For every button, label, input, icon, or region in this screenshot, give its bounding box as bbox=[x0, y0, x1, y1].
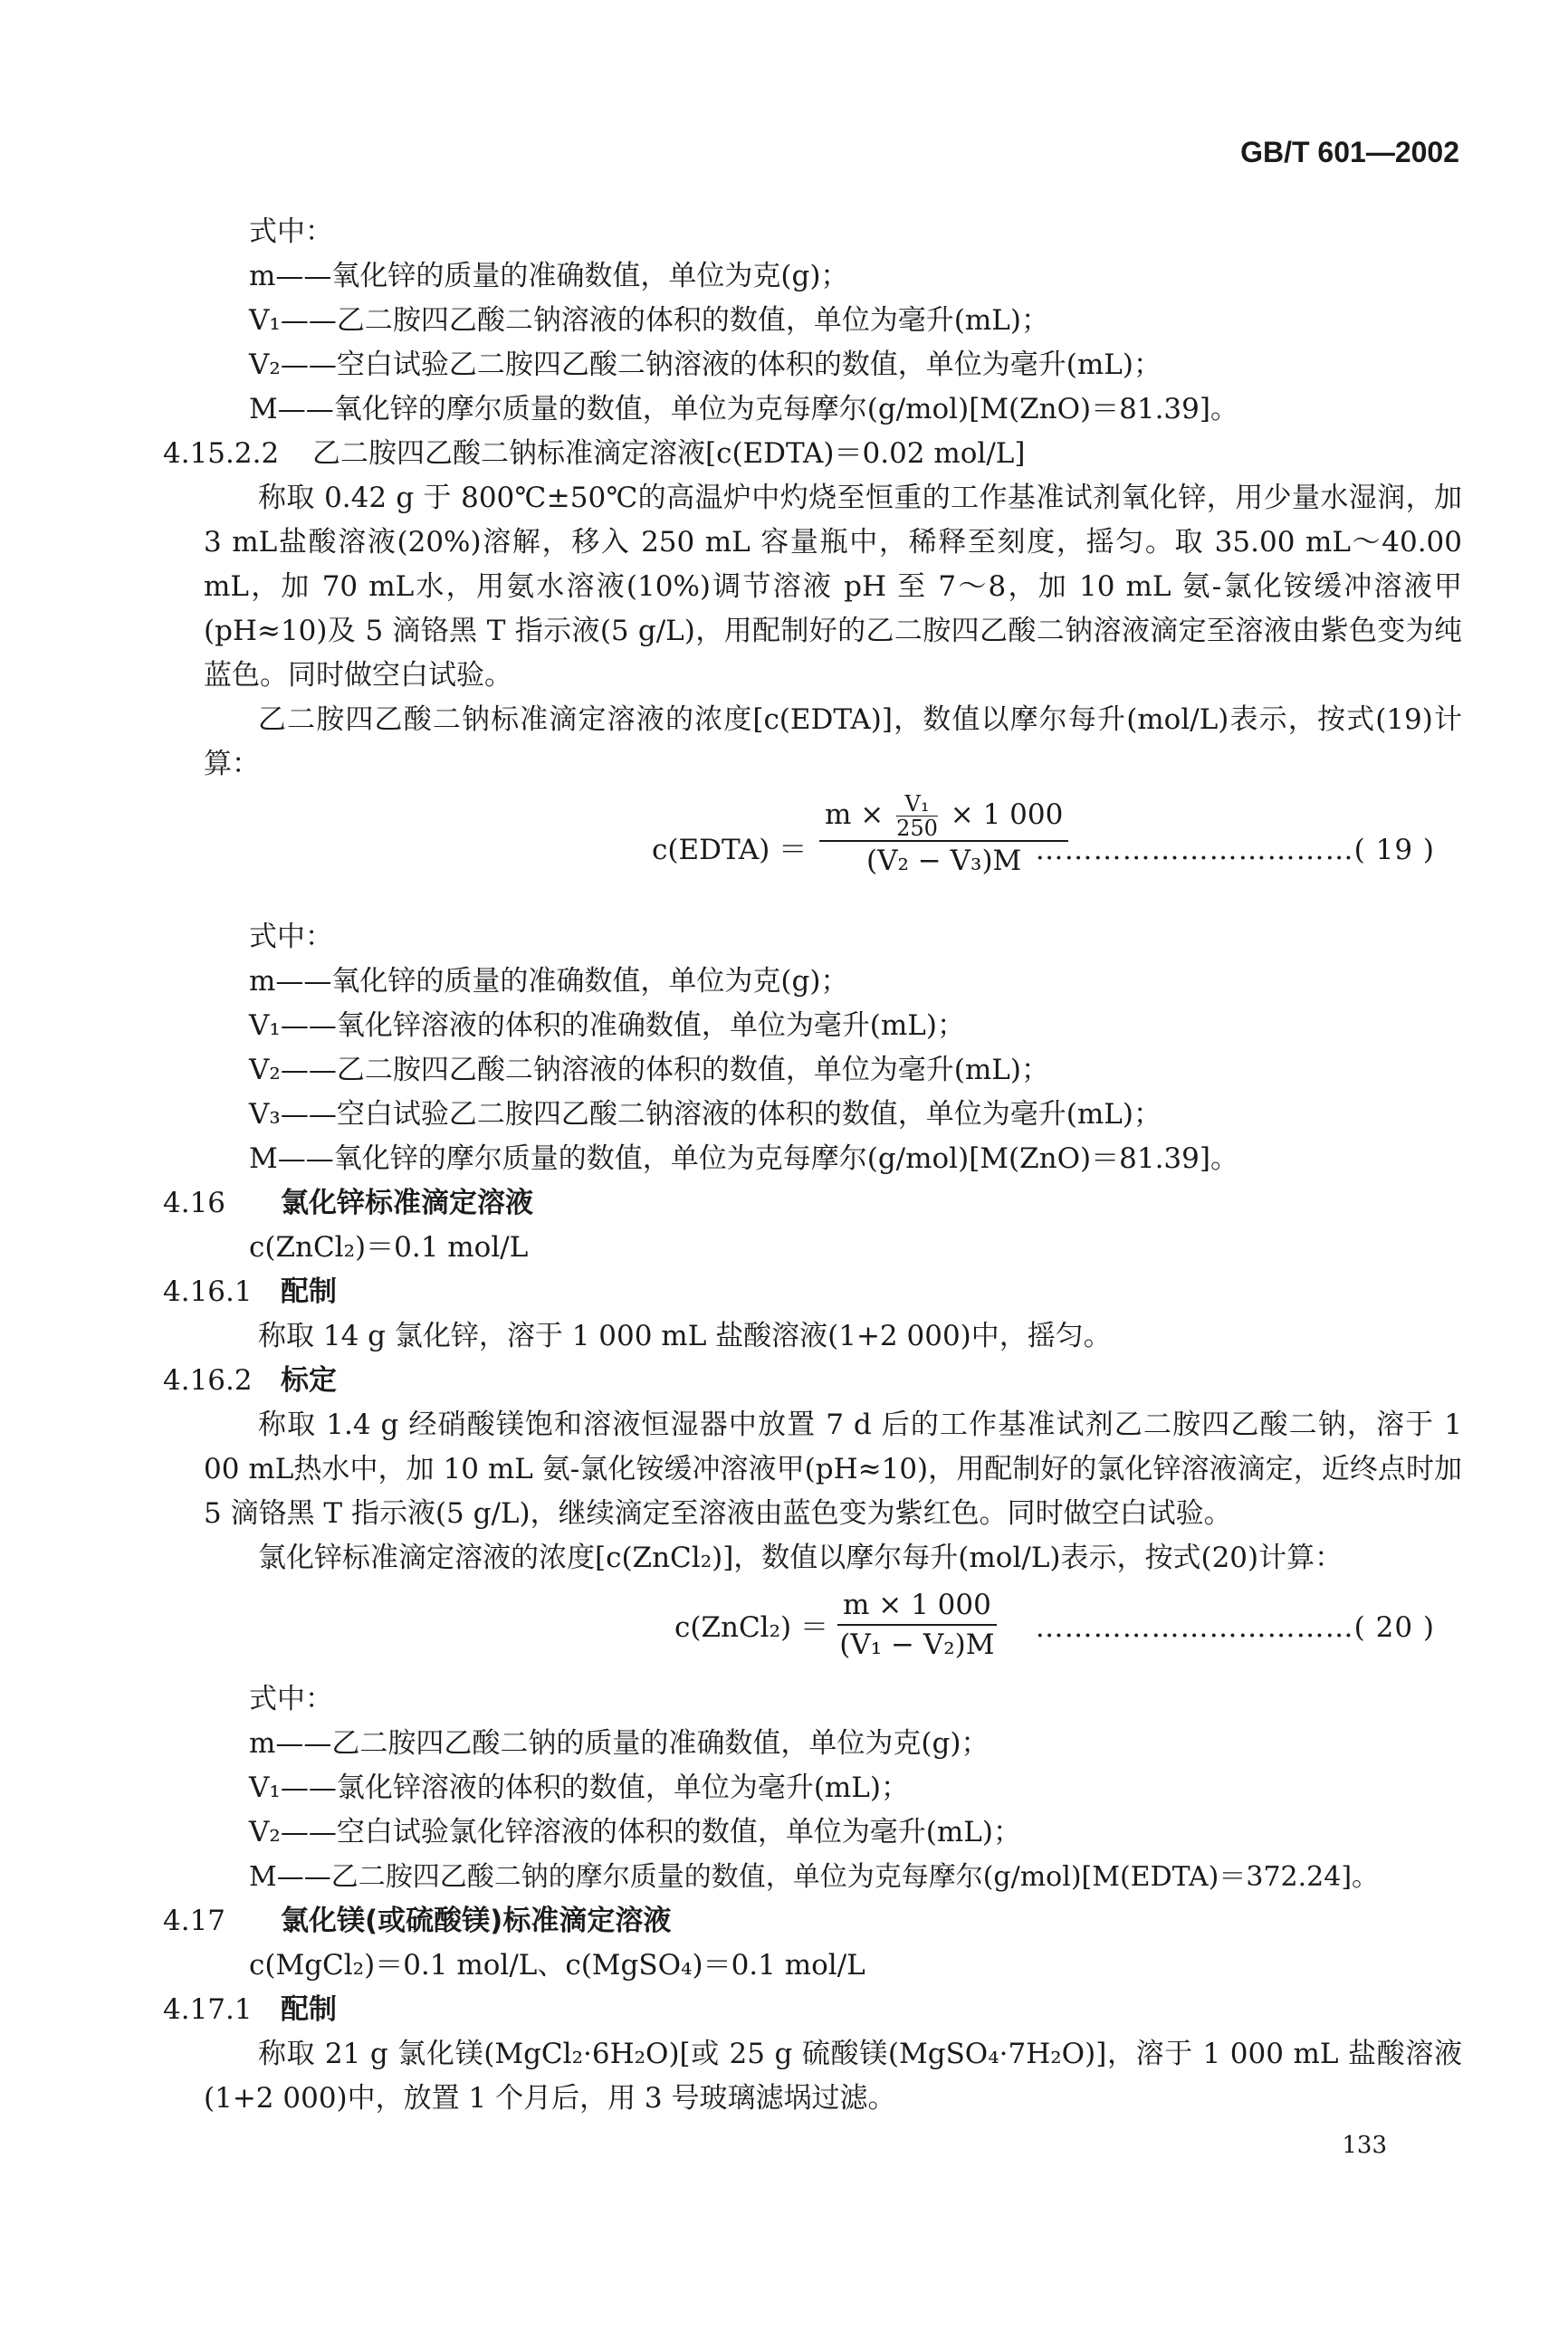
paragraph: 称取 1.4 g 经硝酸镁饱和溶液恒湿器中放置 7 d 后的工作基准试剂乙二胺四乙酸二钠，溶于 1 00 mL热水中，加 10 mL 氨-氯化铵缓冲溶液甲(pH≈10)，用配制好的氯化锌溶液滴定，近终点时加 5 滴铬黑 T 指示液(5 g/L)，继续滴定至溶液由蓝色变为紫红色。同时做空白试验。 bbox=[204, 1409, 1462, 1530]
fraction-denominator: (V₁ − V₂)M bbox=[839, 1628, 995, 1661]
equation-fraction bbox=[837, 1586, 997, 1664]
section-title: 配制 bbox=[281, 1275, 337, 1308]
section-number: 4.16.2 bbox=[163, 1364, 253, 1397]
fraction-denominator: (V₂ − V₃)M bbox=[866, 845, 1022, 877]
section-number: 4.15.2.2 bbox=[163, 437, 280, 470]
section-title: 氯化镁(或硫酸镁)标准滴定溶液 bbox=[281, 1905, 672, 1937]
section-number: 4.16.1 bbox=[163, 1275, 253, 1308]
section-heading-4-16-1 bbox=[163, 1270, 1462, 1314]
section-title: 标定 bbox=[281, 1364, 337, 1397]
section-heading-4-17 bbox=[163, 1899, 1462, 1944]
inner-denominator: 250 bbox=[896, 816, 938, 841]
section-heading-4-16 bbox=[163, 1181, 1462, 1226]
equation-19 bbox=[204, 792, 1462, 910]
equation-number: ……………………………( 20 ) bbox=[1035, 1611, 1435, 1644]
formula-where-label: 式中： bbox=[249, 921, 333, 953]
section-heading-4-17-1 bbox=[163, 1988, 1462, 2032]
variable-definition: V₁——氧化锌溶液的体积的准确数值，单位为毫升(mL)； bbox=[249, 1009, 965, 1042]
equation-lhs: c(EDTA) ＝ bbox=[652, 834, 808, 866]
inner-fraction bbox=[896, 792, 938, 840]
equation-20 bbox=[204, 1586, 1462, 1672]
section-title: 配制 bbox=[281, 1993, 337, 2026]
variable-definition: m——乙二胺四乙酸二钠的质量的准确数值，单位为克(g)； bbox=[249, 1727, 990, 1760]
paragraph: 乙二胺四乙酸二钠标准滴定溶液的浓度[c(EDTA)]，数值以摩尔每升(mol/L)表示，按式(19)计算： bbox=[204, 703, 1462, 780]
variable-definition: M——氧化锌的摩尔质量的数值，单位为克每摩尔(g/mol)[M(ZnO)＝81.39]。 bbox=[249, 393, 1238, 425]
section-heading-4-16-2 bbox=[163, 1359, 1462, 1403]
section-heading-4-15-2-2 bbox=[163, 432, 1462, 476]
equation-number: ……………………………( 19 ) bbox=[1035, 834, 1435, 866]
numerator-prefix: m × bbox=[825, 798, 884, 831]
paragraph: 氯化锌标准滴定溶液的浓度[c(ZnCl₂)]，数值以摩尔每升(mol/L)表示，按式(20)计算： bbox=[258, 1542, 1343, 1574]
variable-definition: V₁——氯化锌溶液的体积的数值，单位为毫升(mL)； bbox=[249, 1772, 909, 1804]
concentration-line: c(MgCl₂)＝0.1 mol/L、c(MgSO₄)＝0.1 mol/L bbox=[249, 1949, 865, 1982]
paragraph: 称取 14 g 氯化锌，溶于 1 000 mL 盐酸溶液(1+2 000)中，摇匀。 bbox=[258, 1320, 1112, 1352]
variable-definition: M——氧化锌的摩尔质量的数值，单位为克每摩尔(g/mol)[M(ZnO)＝81.39]。 bbox=[249, 1142, 1238, 1175]
page-number: 133 bbox=[1342, 2132, 1387, 2159]
section-title: 乙二胺四乙酸二钠标准滴定溶液[c(EDTA)＝0.02 mol/L] bbox=[312, 437, 1026, 470]
section-number: 4.17 bbox=[163, 1905, 226, 1937]
variable-definition: V₁——乙二胺四乙酸二钠溶液的体积的数值，单位为毫升(mL)； bbox=[249, 304, 1049, 337]
paragraph: 称取 0.42 g 于 800℃±50℃的高温炉中灼烧至恒重的工作基准试剂氧化锌，用少量水湿润，加 3 mL盐酸溶液(20%)溶解，移入 250 mL 容量瓶中，稀释至刻度，摇匀。取 35.00 mL～40.00 mL，加 70 mL水，用氨水溶液(10%)调节溶液 pH 至 7～8，加 10 mL 氨-氯化铵缓冲溶液甲(pH≈10)及 5 滴铬黑 T 指示液(5 g/L)，用配制好的乙二胺四乙酸二钠溶液滴定至溶液由紫色变为纯蓝色。同时做空白试验。 bbox=[204, 482, 1462, 692]
variable-definition: M——乙二胺四乙酸二钠的摩尔质量的数值，单位为克每摩尔(g/mol)[M(EDTA)＝372.24]。 bbox=[249, 1861, 1380, 1893]
section-number: 4.16 bbox=[163, 1187, 226, 1219]
variable-definition: m——氧化锌的质量的准确数值，单位为克(g)； bbox=[249, 965, 849, 998]
formula-where-label: 式中： bbox=[249, 215, 333, 248]
variable-definition: V₂——空白试验氯化锌溶液的体积的数值，单位为毫升(mL)； bbox=[249, 1816, 1021, 1848]
standard-code: GB/T 601—2002 bbox=[1240, 136, 1459, 168]
variable-definition: V₃——空白试验乙二胺四乙酸二钠溶液的体积的数值，单位为毫升(mL)； bbox=[249, 1098, 1162, 1131]
formula-where-label: 式中： bbox=[249, 1683, 333, 1715]
variable-definition: V₂——空白试验乙二胺四乙酸二钠溶液的体积的数值，单位为毫升(mL)； bbox=[249, 349, 1162, 381]
variable-definition: V₂——乙二胺四乙酸二钠溶液的体积的数值，单位为毫升(mL)； bbox=[249, 1054, 1049, 1086]
section-number: 4.17.1 bbox=[163, 1993, 253, 2026]
equation-fraction bbox=[819, 792, 1068, 880]
fraction-numerator: m × 1 000 bbox=[837, 1586, 997, 1626]
inner-numerator: V₁ bbox=[896, 792, 938, 817]
variable-definition: m——氧化锌的质量的准确数值，单位为克(g)； bbox=[249, 260, 849, 292]
page-content bbox=[163, 210, 1462, 2121]
paragraph: 称取 21 g 氯化镁(MgCl₂·6H₂O)[或 25 g 硫酸镁(MgSO₄·7H₂O)]，溶于 1 000 mL 盐酸溶液(1+2 000)中，放置 1 个月后，用 3 号玻璃滤埚过滤。 bbox=[204, 2038, 1462, 2115]
numerator-suffix: × 1 000 bbox=[950, 798, 1064, 831]
equation-lhs: c(ZnCl₂) ＝ bbox=[674, 1611, 828, 1644]
fraction-numerator bbox=[819, 792, 1068, 842]
section-title: 氯化锌标准滴定溶液 bbox=[281, 1187, 533, 1219]
concentration-line: c(ZnCl₂)＝0.1 mol/L bbox=[249, 1231, 529, 1264]
